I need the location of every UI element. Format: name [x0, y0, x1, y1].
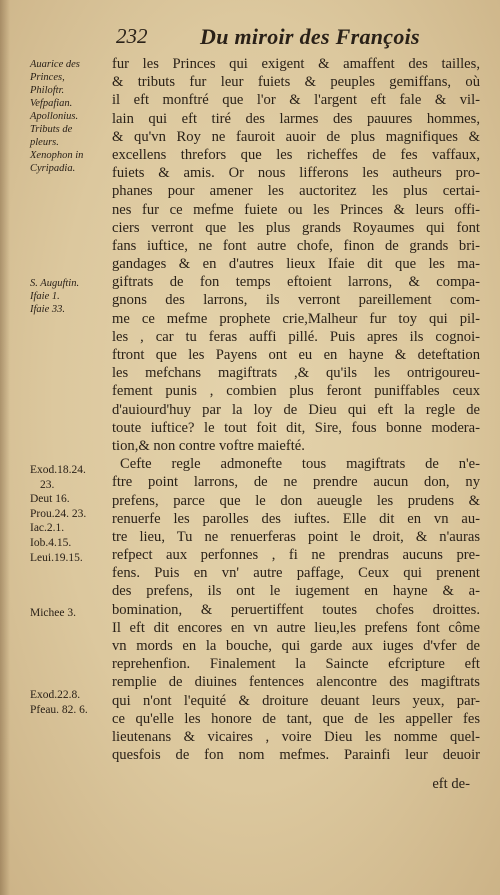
text-line: vn mords en la bouche, qui garde aux iuges d'vfer de	[112, 638, 480, 654]
text-line: lain qui eft tiré des larmes des pauures hommes,	[112, 110, 480, 127]
text-line: ftront que les Payens ont eu en hayne & deteftation	[112, 347, 480, 363]
page-number: 232	[116, 24, 148, 48]
text-line: toute iuftice? le tout foit dit, Sire, fous bonne modera-	[112, 419, 480, 436]
marginal-note	[30, 606, 110, 621]
text-line: les mefchans magiftrats ,& qu'ils les ontrigoureu-	[112, 365, 480, 382]
text-line: Cefte regle admonefte tous magiftrats de n'e-	[120, 456, 480, 473]
marginal-note-line: Exod.18.24.	[30, 464, 86, 476]
text-line: fans iuftice, ne font autre chofe, finon de grands bri-	[112, 237, 480, 254]
text-line: remplie de diuines fentences alencontre des magiftrats	[112, 674, 480, 691]
text-line: phanes pour amener les auctoritez les plus certai-	[112, 183, 480, 200]
binding-shadow	[0, 0, 10, 895]
text-line: fur les Princes qui exigent & amaffent des tailles,	[112, 56, 480, 72]
text-line: giftrats de fon temps eftoient larrons, & compa-	[112, 274, 480, 291]
marginal-note-line: Exod.22.8.	[30, 689, 81, 701]
text-line: & tributs fur leur fuiets & peuples gemiffans, où	[112, 74, 480, 91]
text-line: fens. Puis en vn' autre paffage, Ceux qui prenent	[112, 565, 480, 582]
running-title: Du miroir des François	[200, 24, 420, 49]
marginal-note-line: Leui.19.15.	[30, 551, 83, 564]
marginal-note-line: Philoftr.	[30, 85, 65, 96]
text-line: fuiets & amis. Or nous lifferons les autheurs pro-	[112, 165, 480, 182]
text-line: refpect aux perfonnes , fi ne prendras aucuns pre-	[112, 547, 480, 564]
text-line: tre lieu, Tu ne renuerferas point le droit, & n'auras	[112, 528, 480, 545]
marginal-note-line: Cyripadia.	[30, 163, 76, 174]
marginal-note-line: Princes,	[30, 72, 65, 83]
marginal-note-line: Auarice des	[30, 59, 80, 70]
marginal-note-line: pleurs.	[30, 137, 59, 148]
text-line: quesfois de fon nom mefmes. Parainfi leur deuoir	[112, 747, 480, 764]
text-line: qui n'ont l'equité & droiture deuant leurs yeux, par-	[112, 692, 480, 709]
marginal-note-line: Ifaie 1.	[30, 291, 60, 302]
marginal-note-line: Vefpafian.	[30, 98, 73, 109]
text-line: gnons des larrons, ils verront pareillement com-	[112, 292, 480, 309]
marginal-note-line: S. Auguftin.	[30, 278, 80, 289]
marginal-note-line: Xenophon in	[30, 150, 84, 161]
text-line: ftre point larrons, de ne prendre aucun don, ny	[112, 474, 480, 491]
text-line: d'auiourd'huy par la loy de Dieu qui eft la regle de	[112, 401, 480, 418]
marginal-note-line: Prou.24. 23.	[30, 507, 87, 520]
marginal-note-line: Iac.2.1.	[30, 522, 65, 535]
marginal-note	[30, 688, 110, 717]
text-line: lieutenans & vicaires , voire Dieu les nomme quel-	[112, 728, 480, 745]
marginal-note-line: Ifaie 33.	[30, 304, 65, 315]
text-line: me ce mefme prophete crie,Malheur fur toy qui pil-	[112, 310, 480, 327]
text-line: Il eft dit encores en vn autre lieu,les prefens font côme	[112, 619, 480, 636]
marginal-note-line: 23.	[40, 478, 55, 491]
text-line: gandages & en d'autres lieux Ifaie dit que les ma-	[112, 256, 480, 273]
text-line: ciers verront que les plus grands Royaumes qui font	[112, 219, 480, 236]
marginal-note-line: Pfeau. 82. 6.	[30, 703, 88, 716]
text-line: ce qu'elle les honore de tant, que de les appeller fes	[112, 710, 480, 727]
text-line: des prefens, ils ont le iugement en hayne & a-	[112, 583, 480, 600]
body-text	[112, 55, 480, 764]
page-header	[0, 10, 500, 50]
text-line: excellens threfors que les richeffes de fes vaffaux,	[112, 146, 480, 163]
catchword: eft de-	[432, 776, 470, 792]
text-line: fement punis , combien plus feront puniffables ceux	[112, 383, 480, 400]
text-line: il eft monftré que l'or & l'argent eft fale & vil-	[112, 92, 480, 109]
text-line: nes fur ce mefme fuiete ou les Princes & leurs offi-	[112, 201, 480, 218]
marginal-note-line: Michee 3.	[30, 607, 76, 619]
marginal-note	[30, 58, 110, 175]
marginal-note-line: Iob.4.15.	[30, 536, 72, 549]
text-line: les , car tu feras auffi pillé. Puis apres ils cognoi-	[112, 328, 480, 345]
text-line: renuerfe les parolles des iuftes. Elle dit en vn au-	[112, 510, 480, 527]
text-line: bomination, & peruertiffent toutes chofes droittes.	[112, 601, 480, 618]
marginal-note-line: Tributs de	[30, 124, 73, 135]
marginal-note	[30, 463, 110, 565]
marginal-note-line: Deut 16.	[30, 493, 70, 506]
text-line: tion,& non contre voftre maiefté.	[112, 437, 305, 454]
text-line: & qu'vn Roy ne fauroit auoir de plus magnifiques &	[112, 128, 480, 145]
marginal-note	[30, 277, 110, 316]
text-line: prefens, parce que le don aueugle les prudens &	[112, 492, 480, 509]
text-line: reprehenfion. Finalement la Saincte efcripture eft	[112, 656, 480, 673]
marginal-note-line: Apollonius.	[30, 111, 79, 122]
